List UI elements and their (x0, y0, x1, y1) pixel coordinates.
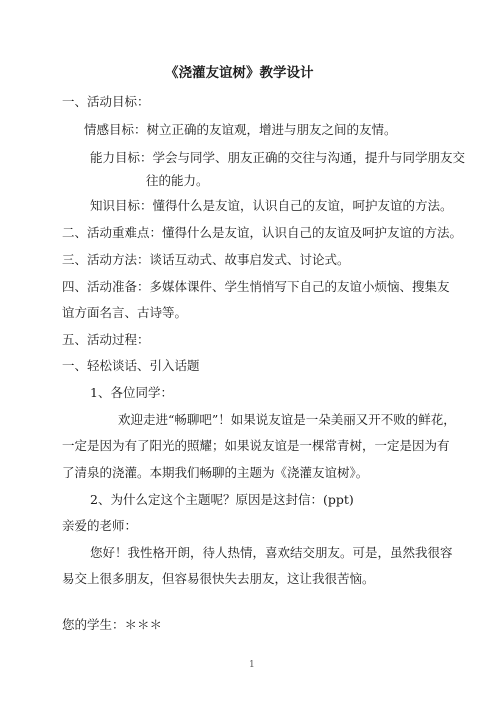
document-title: 《浇灌友谊树》教学设计 (165, 65, 314, 81)
letter-greeting: 亲爱的老师： (62, 518, 138, 533)
paragraph-line: 一定是因为有了阳光的照耀；如果说友谊是一棵常青树，一定是因为有 (62, 438, 450, 453)
paragraph-line: 了清泉的浇灌。本期我们畅聊的主题为《浇灌友谊树》。 (62, 465, 369, 480)
letter-line: 您好！我性格开朗，待人热情，喜欢结交朋友。可是，虽然我很容 (90, 545, 453, 560)
goal-ability-line1: 能力目标：学会与同学、朋友正确的交往与沟通，提升与同学朋友交 (90, 150, 466, 165)
letter-signature: 您的学生：＊＊＊ (62, 617, 163, 632)
process-step-1-2: 2、为什么定这个主题呢？原因是这封信：(ppt) (90, 492, 354, 507)
section-heading-preparation-line1: 四、活动准备：多媒体课件、学生悄悄写下自己的友谊小烦恼、搜集友 (62, 279, 450, 294)
process-step-1: 一、轻松谈话、引入话题 (62, 358, 200, 373)
section-heading-methods: 三、活动方法：谈话互动式、故事启发式、讨论式。 (62, 252, 350, 267)
section-heading-process: 五、活动过程： (62, 332, 150, 347)
goal-knowledge: 知识目标：懂得什么是友谊，认识自己的友谊，呵护友谊的方法。 (90, 198, 453, 213)
goal-emotion: 情感目标：树立正确的友谊观，增进与朋友之间的友情。 (84, 122, 397, 137)
section-heading-keypoints: 二、活动重难点：懂得什么是友谊，认识自己的友谊及呵护友谊的方法。 (62, 225, 463, 240)
letter-line: 易交上很多朋友，但容易很快失去朋友，这让我很苦恼。 (62, 571, 375, 586)
goal-ability-line2: 往的能力。 (146, 173, 209, 188)
section-heading-goals: 一、活动目标： (62, 94, 150, 109)
section-heading-preparation-line2: 谊方面名言、古诗等。 (62, 305, 188, 320)
paragraph-line: 欢迎走进“畅聊吧”！如果说友谊是一朵美丽又开不败的鲜花， (118, 412, 456, 427)
page-number: 1 (249, 660, 255, 670)
process-step-1-1: 1、各位同学： (90, 385, 173, 400)
